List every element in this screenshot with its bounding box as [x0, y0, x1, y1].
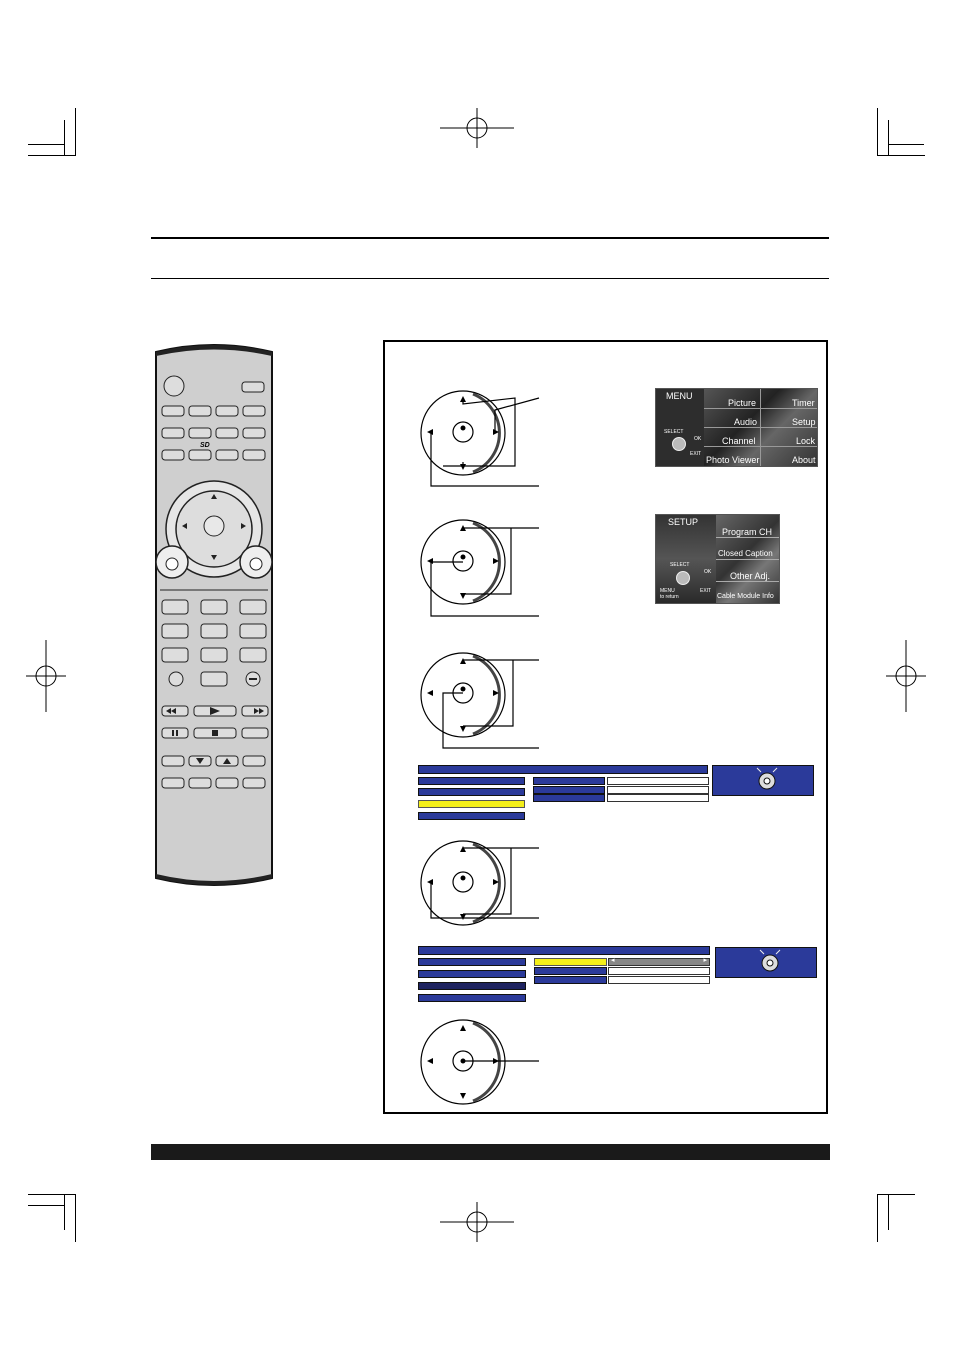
remote-control — [152, 344, 276, 888]
submenu-value[interactable] — [608, 976, 710, 984]
menu-item-audio[interactable]: Audio — [734, 417, 758, 427]
menu-header-bar — [418, 946, 710, 955]
dpad-help-icon — [713, 766, 813, 795]
setup-menu-label: MENU — [660, 588, 675, 594]
right-arrow-icon: ▸ — [703, 957, 707, 964]
menu-ok-label: OK — [694, 436, 702, 442]
menu-row[interactable] — [418, 970, 526, 978]
menu-row[interactable] — [418, 958, 526, 966]
submenu-value[interactable] — [607, 794, 709, 802]
submenu-label — [534, 967, 607, 975]
submenu-value-slider[interactable] — [608, 958, 710, 966]
setup-item-cable-module-info[interactable]: Cable Module Info — [717, 593, 774, 600]
setup-item-closed-caption[interactable]: Closed Caption — [718, 549, 773, 558]
menu-exit-label: EXIT — [690, 451, 702, 457]
setup-item-program-ch[interactable]: Program CH — [722, 527, 773, 537]
menu-item-timer[interactable]: Timer — [792, 398, 815, 408]
navigation-help-panel — [715, 947, 817, 978]
menu-title: MENU — [666, 391, 693, 401]
submenu-label — [533, 786, 605, 794]
submenu-label — [534, 976, 607, 984]
menu-item-channel[interactable]: Channel — [722, 436, 756, 446]
setup-select-label: SELECT — [670, 562, 690, 568]
dpad-help-icon — [716, 948, 816, 977]
setup-title: SETUP — [668, 517, 699, 527]
setup-select-icon — [676, 571, 690, 585]
setup-return-label: to return — [660, 594, 679, 600]
setup-screen-thumbnail — [655, 514, 780, 604]
menu-row[interactable] — [418, 812, 525, 820]
menu-row-selected[interactable] — [418, 800, 525, 808]
submenu-value[interactable] — [607, 777, 709, 785]
menu-item-setup[interactable]: Setup — [792, 417, 816, 427]
submenu-label — [533, 794, 605, 802]
menu-item-about[interactable]: About — [792, 455, 816, 465]
menu-row[interactable] — [418, 788, 525, 796]
submenu-label-selected[interactable] — [534, 958, 607, 966]
menu-item-photo-viewer[interactable]: Photo Viewer — [706, 455, 760, 465]
menu-row[interactable] — [418, 994, 526, 1002]
header-rule-top — [151, 237, 829, 239]
header-rule-bottom — [151, 278, 829, 279]
submenu-value[interactable] — [608, 967, 710, 975]
menu-row[interactable] — [418, 982, 526, 990]
menu-header-bar — [418, 765, 708, 774]
menu-item-picture[interactable]: Picture — [728, 398, 757, 408]
menu-select-icon — [672, 437, 686, 451]
navigation-help-panel — [712, 765, 814, 796]
left-arrow-icon: ◂ — [611, 957, 615, 964]
sd-logo: SD — [200, 442, 210, 449]
menu-row[interactable] — [418, 777, 525, 785]
submenu-label — [533, 777, 605, 785]
setup-ok-label: OK — [704, 569, 712, 575]
footer-bar — [151, 1144, 830, 1160]
menu-select-label: SELECT — [664, 429, 684, 435]
menu-item-lock[interactable]: Lock — [796, 436, 816, 446]
setup-item-other-adj[interactable]: Other Adj. — [730, 571, 771, 581]
submenu-value[interactable] — [607, 786, 709, 794]
menu-screen-thumbnail — [655, 388, 818, 467]
setup-exit-label: EXIT — [700, 588, 712, 594]
